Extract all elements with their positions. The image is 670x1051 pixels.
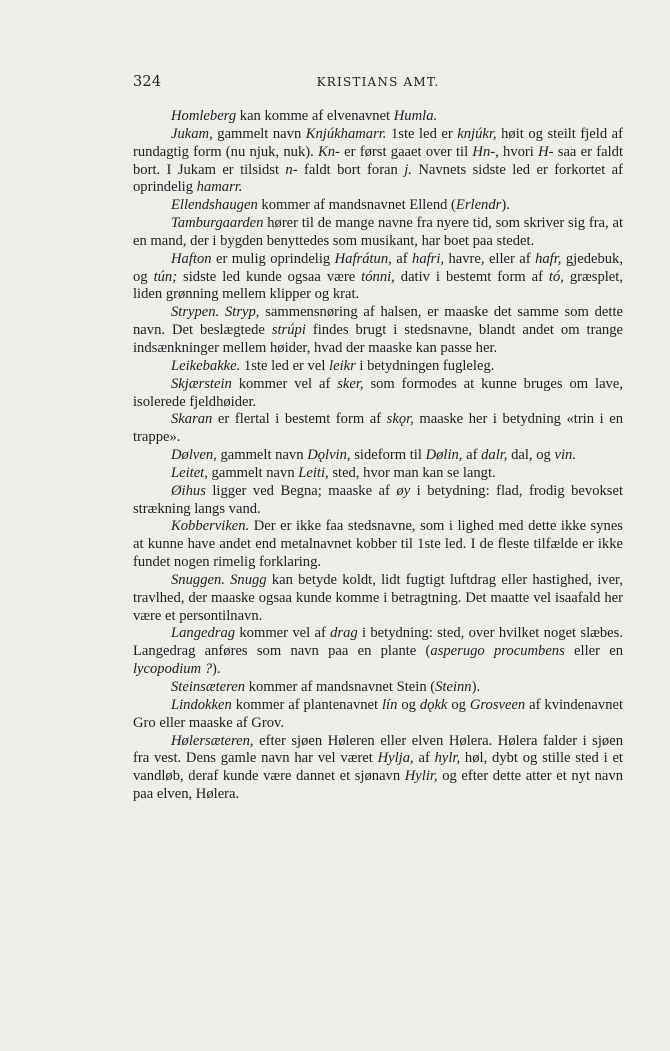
- text-run: gjedebuk, og: [133, 250, 624, 285]
- italic-term: Steinn: [435, 679, 472, 695]
- text-run: er flertal i bestemt form af: [212, 411, 387, 428]
- italic-term: Leiti,: [298, 464, 329, 481]
- italic-term: Snuggen. Snugg: [171, 571, 267, 588]
- italic-term: Skaran: [171, 411, 213, 428]
- italic-term: Øihus: [171, 482, 206, 499]
- italic-term: Hafton: [171, 250, 212, 267]
- italic-term: drag: [330, 625, 358, 642]
- text-run: Navnets sidste led er forkortet af oprindelig: [133, 161, 623, 196]
- text-run: som formodes at kunne bruges om lave, isolerede fjeldhøider.: [133, 375, 623, 410]
- italic-term: lín: [382, 696, 398, 713]
- text-run: ).: [501, 197, 510, 214]
- paragraph: [133, 197, 623, 215]
- italic-term: n-: [285, 161, 298, 178]
- italic-term: hafr,: [535, 250, 562, 267]
- page-number: 324: [133, 74, 162, 90]
- italic-term: vin.: [554, 447, 576, 464]
- italic-term: Hølersæteren,: [171, 732, 254, 749]
- paragraph: [133, 126, 623, 197]
- italic-term: Kobberviken.: [171, 518, 250, 535]
- text-run: havre, eller af: [444, 250, 536, 267]
- paragraph: [133, 358, 623, 376]
- text-run: kommer af plantenavnet: [231, 696, 382, 713]
- italic-term: Tamburgaarden: [171, 215, 264, 232]
- text-run: i betydning: sted, over hvilket noget slæbes. Langedrag anføres som navn paa en plante (: [133, 625, 623, 660]
- italic-term: j.: [404, 161, 412, 178]
- italic-term: ?: [204, 661, 213, 678]
- italic-term: Ellendshaugen: [171, 197, 258, 214]
- text-run: kan betyde koldt, lidt fugtigt luftdrag eller hastighed, iver, travlhed, der maaske ogsaa kunde komme i betragtning. Det maatte vel isaafald her være et persontilnavn.: [133, 571, 623, 624]
- text-run: af kvindenavnet Gro eller maaske af Grov.: [133, 696, 624, 731]
- italic-term: Lindokken: [171, 696, 232, 713]
- text-run: eller en: [564, 643, 623, 660]
- italic-term: Hn-,: [472, 143, 499, 160]
- italic-term: hafri,: [412, 250, 445, 267]
- italic-term: knjúkr,: [457, 125, 497, 142]
- text-run: dal, og: [507, 447, 555, 464]
- paragraph: [133, 215, 623, 251]
- italic-term: Dølin,: [425, 447, 463, 464]
- italic-term: dalr,: [481, 447, 508, 464]
- italic-term: Knjúkhamarr.: [305, 125, 387, 142]
- italic-term: Leitet,: [171, 464, 208, 481]
- text-run: maaske her i betydning «trin i en trappe».: [133, 411, 623, 446]
- paragraph: [133, 108, 623, 126]
- paragraph: [133, 679, 623, 697]
- text-run: af: [391, 250, 413, 267]
- text-run: er mulig oprindelig: [211, 250, 335, 267]
- italic-term: Erlendr: [455, 197, 502, 214]
- italic-term: strúpi: [271, 322, 306, 339]
- page-header: [133, 74, 623, 94]
- paragraph: [133, 251, 623, 305]
- text-run: hører til de mange navne fra nyere tid, som skriver sig fra, at en mand, der i bygden benyttedes som musikant, har boet paa stedet.: [133, 215, 623, 249]
- paragraph: [133, 465, 623, 483]
- italic-term: asperugo procumbens: [430, 643, 565, 660]
- text-run: og: [397, 696, 420, 713]
- text-run: og: [447, 696, 470, 713]
- text-run: gammelt navn: [207, 464, 299, 481]
- italic-term: Hylja,: [377, 750, 414, 767]
- italic-term: lycopodium: [133, 661, 202, 678]
- italic-term: Strypen. Stryp,: [171, 304, 260, 321]
- italic-term: Dølven,: [171, 447, 217, 464]
- text-run: 1ste led er: [386, 125, 458, 142]
- text-run: faldt bort foran: [297, 161, 405, 178]
- text-run: 1ste led er vel: [240, 357, 330, 374]
- italic-term: Homleberg: [171, 108, 237, 124]
- text-run: ).: [212, 661, 221, 678]
- text-run: græsplet, liden grønning mellem klipper og krat.: [133, 268, 623, 303]
- italic-term: skǫr,: [386, 411, 414, 428]
- text-run: hvori: [498, 143, 539, 160]
- italic-term: tó,: [548, 268, 564, 285]
- italic-term: sker,: [337, 375, 364, 392]
- paragraph: [133, 625, 623, 679]
- text-run: kommer af mandsnavnet Ellend (: [257, 197, 456, 214]
- text-run: gammelt navn: [216, 447, 308, 464]
- text-run: i betydningen fugleleg.: [355, 357, 495, 374]
- text-run: kommer vel af: [235, 625, 331, 642]
- italic-term: Jukam,: [171, 125, 213, 142]
- italic-term: Hafrátun,: [334, 250, 392, 267]
- italic-term: Grosveen: [469, 696, 526, 713]
- italic-term: tónni,: [361, 268, 395, 285]
- paragraph: [133, 572, 623, 626]
- text-run: saa er faldt bort. I Jukam er tilsidst: [133, 143, 623, 178]
- italic-term: hylr,: [434, 750, 461, 767]
- paragraph: [133, 518, 623, 572]
- italic-term: Hylir,: [404, 768, 438, 785]
- text-run: sted, hvor man kan se langt.: [328, 464, 496, 481]
- paragraph: [133, 376, 623, 412]
- body-text: [133, 108, 623, 804]
- text-run: er først gaaet over til: [339, 143, 473, 160]
- text-run: sammensnøring af halsen, er maaske det samme som dette navn. Det beslægtede: [133, 304, 623, 339]
- text-run: sideform til: [350, 447, 426, 464]
- text-run: efter sjøen Høleren eller elven Hølera. Hølera falder i sjøen fra vest. Dens gamle navn har vel været: [133, 732, 623, 767]
- italic-term: dǫkk: [419, 696, 448, 713]
- text-run: findes brugt i stedsnavne, blandt andet om trange indsænkninger mellem høider, hvad der maaske kan passe her.: [133, 322, 623, 356]
- text-run: og efter dette atter et nyt navn paa elven, Hølera.: [133, 768, 623, 803]
- text-run: høl, dybt og stille sted i et vandløb, deraf kunde være dannet et sjønavn: [133, 750, 623, 785]
- text-run: gammelt navn: [212, 125, 306, 142]
- text-run: kommer af mandsnavnet Stein (: [245, 679, 436, 695]
- italic-term: øy: [396, 482, 411, 499]
- italic-term: leikr: [329, 357, 356, 374]
- italic-term: Kn-: [318, 143, 340, 160]
- text-run: høit og steilt fjeld af rundagtig form (nu njuk, nuk).: [133, 125, 623, 160]
- italic-term: Dǫlvin,: [307, 447, 351, 464]
- italic-term: tún;: [153, 268, 178, 285]
- italic-term: Humla.: [393, 108, 438, 124]
- paragraph: [133, 483, 623, 519]
- italic-term: Leikebakke.: [171, 357, 241, 374]
- italic-term: Skjærstein: [171, 375, 232, 392]
- paragraph: [133, 733, 623, 804]
- italic-term: hamarr.: [196, 179, 243, 196]
- text-run: i betydning: flad, frodig bevokset strækning langs vand.: [133, 482, 623, 517]
- paragraph: [133, 411, 623, 447]
- text-run: sidste led kunde ogsaa være: [177, 268, 362, 285]
- text-run: dativ i bestemt form af: [394, 268, 549, 285]
- text-run: af: [413, 750, 435, 767]
- paragraph: [133, 697, 623, 733]
- running-title: KRISTIANS AMT.: [316, 75, 440, 89]
- text-run: Der er ikke faa stedsnavne, som i lighed med dette ikke synes at kunne have andet end metalnavnet kobber til 1ste led. I de fleste tilfælde er ikke fundet nogen rimelig forklaring.: [133, 518, 623, 571]
- text-run: af: [462, 447, 482, 464]
- text-run: ligger ved Begna; maaske af: [205, 482, 397, 499]
- italic-term: H-: [538, 143, 554, 160]
- paragraph: [133, 447, 623, 465]
- italic-term: Steinsæteren: [171, 679, 246, 695]
- text-run: kan komme af elvenavnet: [236, 108, 394, 124]
- paragraph: [133, 304, 623, 358]
- text-run: ).: [471, 679, 481, 695]
- italic-term: Langedrag: [171, 625, 236, 642]
- text-run: kommer vel af: [231, 375, 338, 392]
